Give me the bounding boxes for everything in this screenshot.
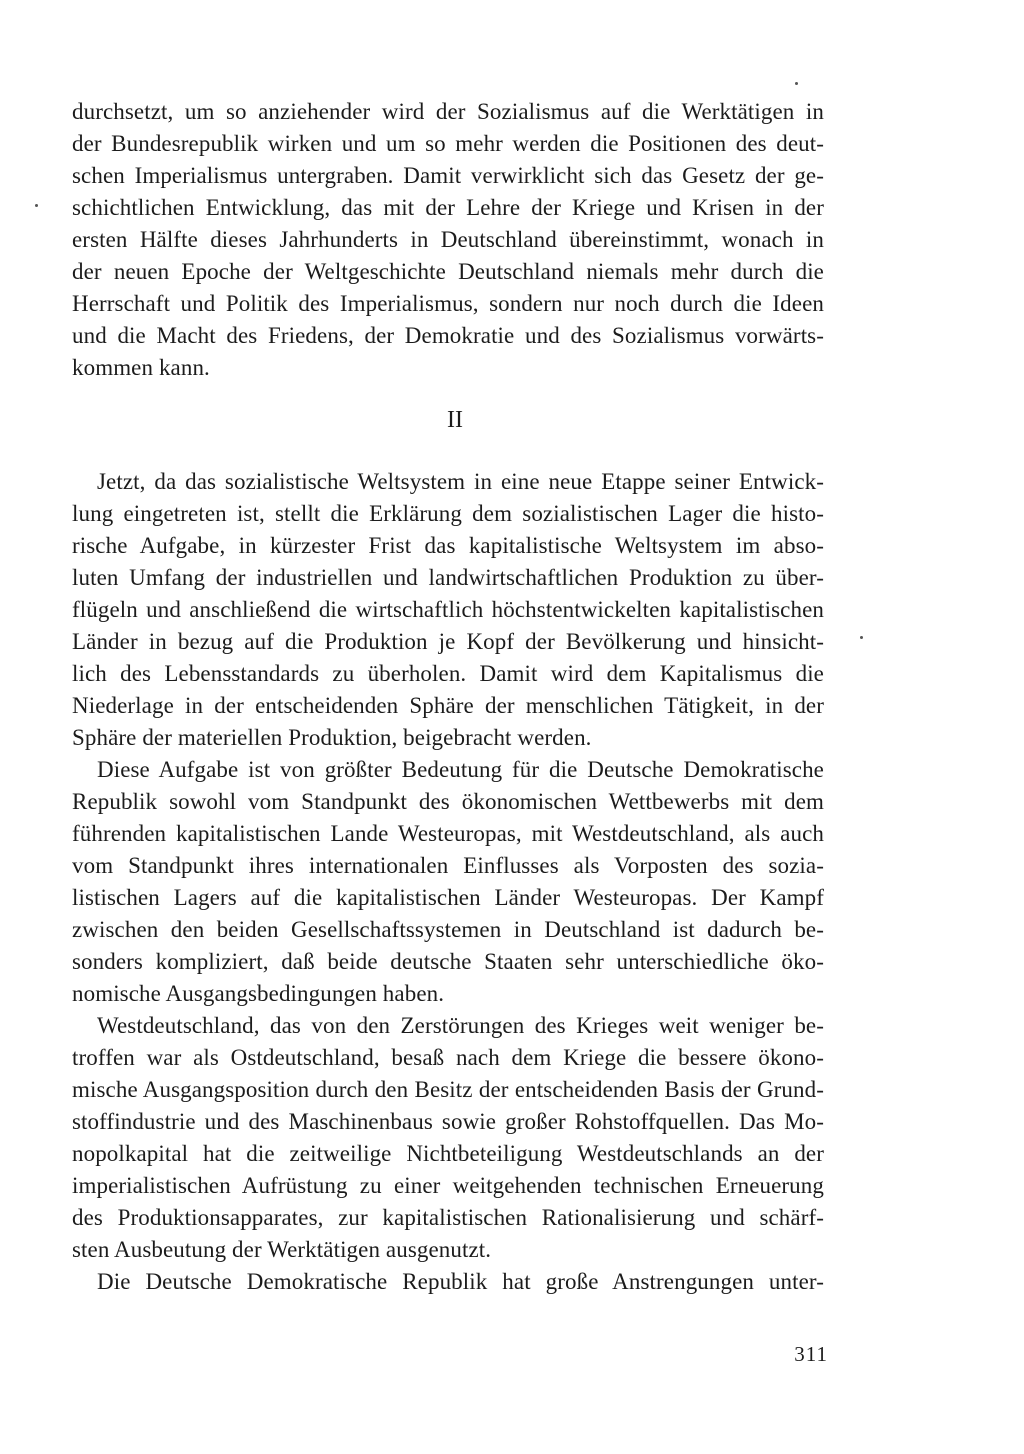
text-line: vom Standpunkt ihres internationalen Einflusses als Vorposten des sozia- [72, 853, 824, 878]
text-line: Sphäre der materiellen Produktion, beigebracht werden. [72, 725, 592, 750]
text-line: sonders kompliziert, daß beide deutsche Staaten sehr unterschiedliche öko- [72, 949, 824, 974]
scan-speck [35, 204, 38, 207]
text-line: stoffindustrie und des Maschinenbaus sowie großer Rohstoffquellen. Das Mo- [72, 1109, 824, 1134]
text-line: Die Deutsche Demokratische Republik hat große Anstrengungen unter- [97, 1269, 824, 1294]
text-line: Niederlage in der entscheidenden Sphäre der menschlichen Tätigkeit, in der [72, 693, 824, 718]
text-line: imperialistischen Aufrüstung zu einer weitgehenden technischen Erneuerung [72, 1173, 824, 1198]
text-line: Diese Aufgabe ist von größter Bedeutung für die Deutsche Demokratische [97, 757, 824, 782]
text-line: schen Imperialismus untergraben. Damit verwirklicht sich das Gesetz der ge- [72, 163, 824, 188]
text-line: kommen kann. [72, 355, 210, 380]
text-line: der Bundesrepublik wirken und um so mehr werden die Positionen des deut- [72, 131, 824, 156]
text-line: Herrschaft und Politik des Imperialismus, sondern nur noch durch die Ideen [72, 291, 824, 316]
text-line: mische Ausgangsposition durch den Besitz der entscheidenden Basis der Grund- [72, 1077, 824, 1102]
scan-speck [795, 82, 798, 85]
section-heading: II [447, 407, 463, 433]
text-line: zwischen den beiden Gesellschaftssystemen in Deutschland ist dadurch be- [72, 917, 824, 942]
text-line: nomische Ausgangsbedingungen haben. [72, 981, 445, 1006]
text-line: luten Umfang der industriellen und landwirtschaftlichen Produktion zu über- [72, 565, 824, 590]
text-line: ersten Hälfte dieses Jahrhunderts in Deutschland übereinstimmt, wonach in [72, 227, 824, 252]
page-number: 311 [794, 1342, 828, 1366]
text-line: nopolkapital hat die zeitweilige Nichtbeteiligung Westdeutschlands an der [72, 1141, 824, 1166]
scan-speck [860, 636, 863, 639]
text-line: Länder in bezug auf die Produktion je Kopf der Bevölkerung und hinsicht- [72, 629, 824, 654]
text-line: Republik sowohl vom Standpunkt des ökonomischen Wettbewerbs mit dem [72, 789, 824, 814]
text-line: listischen Lagers auf die kapitalistischen Länder Westeuropas. Der Kampf [72, 885, 824, 910]
text-line: und die Macht des Friedens, der Demokratie und des Sozialismus vorwärts- [72, 323, 824, 348]
text-line: lung eingetreten ist, stellt die Erklärung dem sozialistischen Lager die histo- [72, 501, 824, 526]
text-line: Jetzt, da das sozialistische Weltsystem in eine neue Etappe seiner Entwick- [97, 469, 824, 494]
text-line: führenden kapitalistischen Lande Westeuropas, mit Westdeutschland, als auch [72, 821, 824, 846]
text-line: sten Ausbeutung der Werktätigen ausgenutzt. [72, 1237, 492, 1262]
text-line: troffen war als Ostdeutschland, besaß nach dem Kriege die bessere ökono- [72, 1045, 824, 1070]
text-line: des Produktionsapparates, zur kapitalistischen Rationalisierung und schärf- [72, 1205, 824, 1230]
text-line: der neuen Epoche der Weltgeschichte Deutschland niemals mehr durch die [72, 259, 824, 284]
text-line: Westdeutschland, das von den Zerstörungen des Krieges weit weniger be- [97, 1013, 824, 1038]
text-line: schichtlichen Entwicklung, das mit der Lehre der Kriege und Krisen in der [72, 195, 824, 220]
text-line: flügeln und anschließend die wirtschaftlich höchstentwickelten kapitalistischen [72, 597, 824, 622]
text-line: durchsetzt, um so anziehender wird der Sozialismus auf die Werktätigen in [72, 99, 824, 124]
text-line: lich des Lebensstandards zu überholen. Damit wird dem Kapitalismus die [72, 661, 824, 686]
text-line: rische Aufgabe, in kürzester Frist das kapitalistische Weltsystem im abso- [72, 533, 824, 558]
